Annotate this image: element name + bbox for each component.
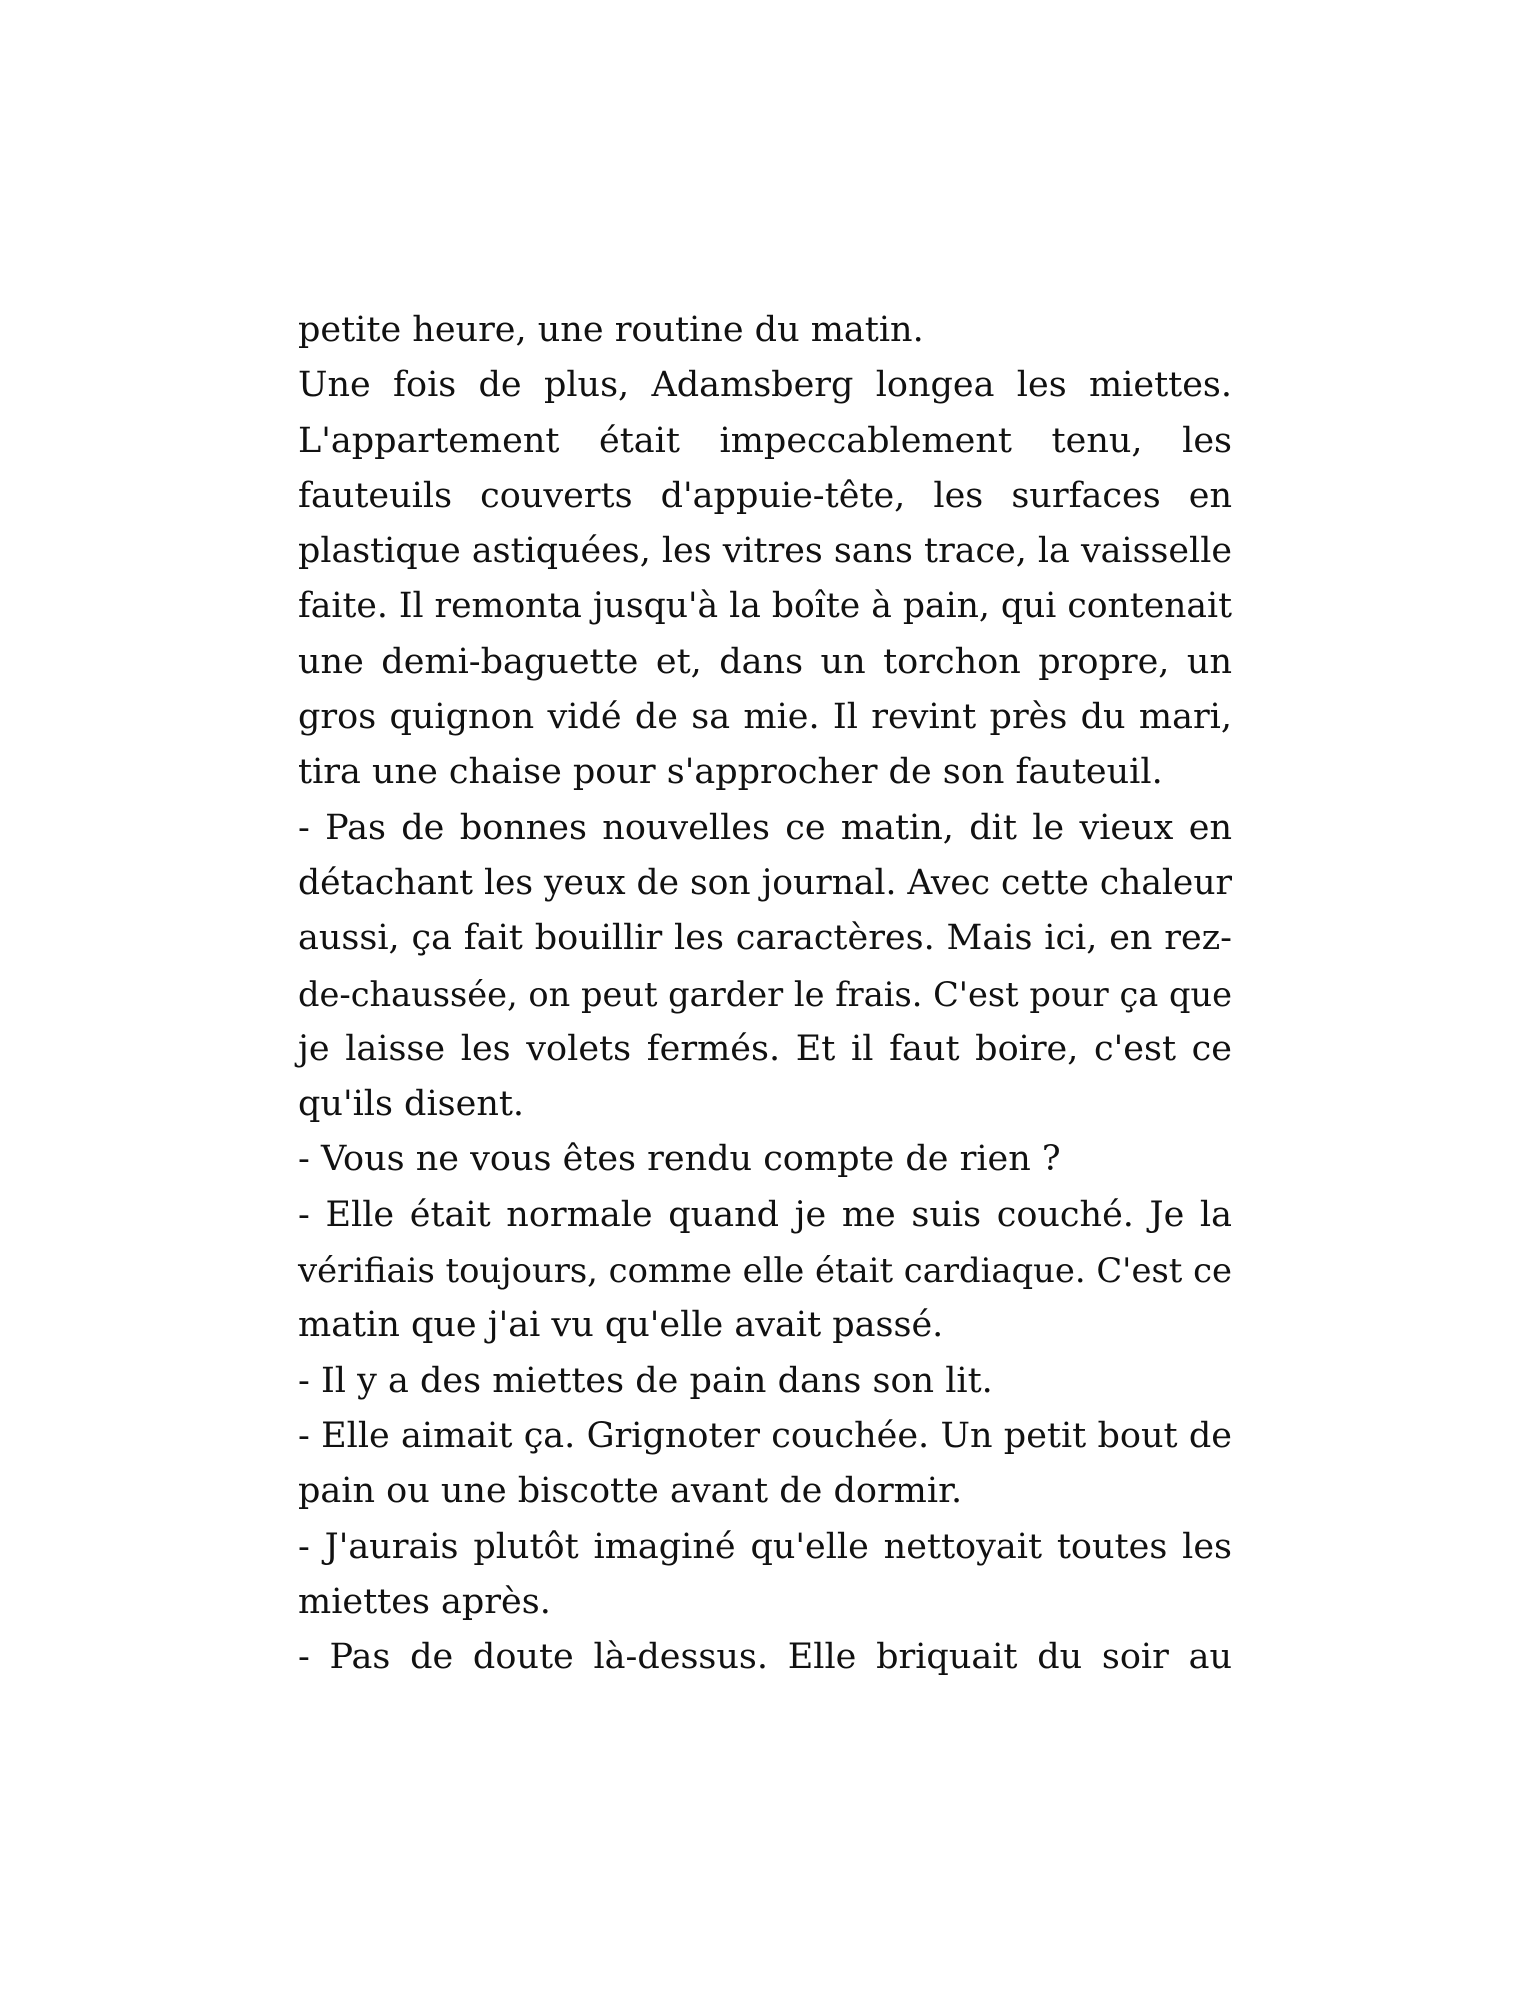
text-line: - Il y a des miettes de pain dans son lit. <box>298 1360 993 1401</box>
text-line: Une fois de plus, Adamsberg longea les miettes. <box>298 365 1232 406</box>
text-line: je laisse les volets fermés. Et il faut boire, c'est ce <box>298 1028 1232 1069</box>
text-line: vérifiais toujours, comme elle était cardiaque. C'est ce <box>298 1251 1232 1291</box>
text-line: - Pas de bonnes nouvelles ce matin, dit le vieux en <box>298 807 1232 848</box>
text-line: L'appartement était impeccablement tenu, les <box>298 420 1232 461</box>
text-line: de-chaussée, on peut garder le frais. C'est pour ça que <box>298 974 1232 1014</box>
text-line: faite. Il remonta jusqu'à la boîte à pain, qui contenait <box>298 586 1232 627</box>
text-line: matin que j'ai vu qu'elle avait passé. <box>298 1305 944 1346</box>
text-line: - Elle aimait ça. Grignoter couchée. Un petit bout de <box>298 1415 1232 1456</box>
text-line: gros quignon vidé de sa mie. Il revint près du mari, <box>298 697 1232 738</box>
text-line: pain ou une biscotte avant de dormir. <box>298 1471 963 1512</box>
body-text <box>298 303 1232 1685</box>
text-line: miettes après. <box>298 1581 551 1622</box>
text-line: - Pas de doute là-dessus. Elle briquait du soir au <box>298 1637 1232 1678</box>
text-line: détachant les yeux de son journal. Avec cette chaleur <box>298 862 1232 903</box>
text-line: aussi, ça fait bouillir les caractères. Mais ici, en rez- <box>298 918 1232 959</box>
text-line: tira une chaise pour s'approcher de son fauteuil. <box>298 752 1163 793</box>
text-line: une demi-baguette et, dans un torchon propre, un <box>298 641 1232 682</box>
text-line: qu'ils disent. <box>298 1084 525 1125</box>
text-line: petite heure, une routine du matin. <box>298 310 924 350</box>
text-line: plastique astiquées, les vitres sans trace, la vaisselle <box>298 531 1232 572</box>
text-line: - Elle était normale quand je me suis couché. Je la <box>298 1194 1232 1235</box>
text-line: - J'aurais plutôt imaginé qu'elle nettoyait toutes les <box>298 1526 1232 1567</box>
text-line: fauteuils couverts d'appuie-tête, les surfaces en <box>298 475 1232 516</box>
text-line: - Vous ne vous êtes rendu compte de rien ? <box>298 1139 1061 1180</box>
